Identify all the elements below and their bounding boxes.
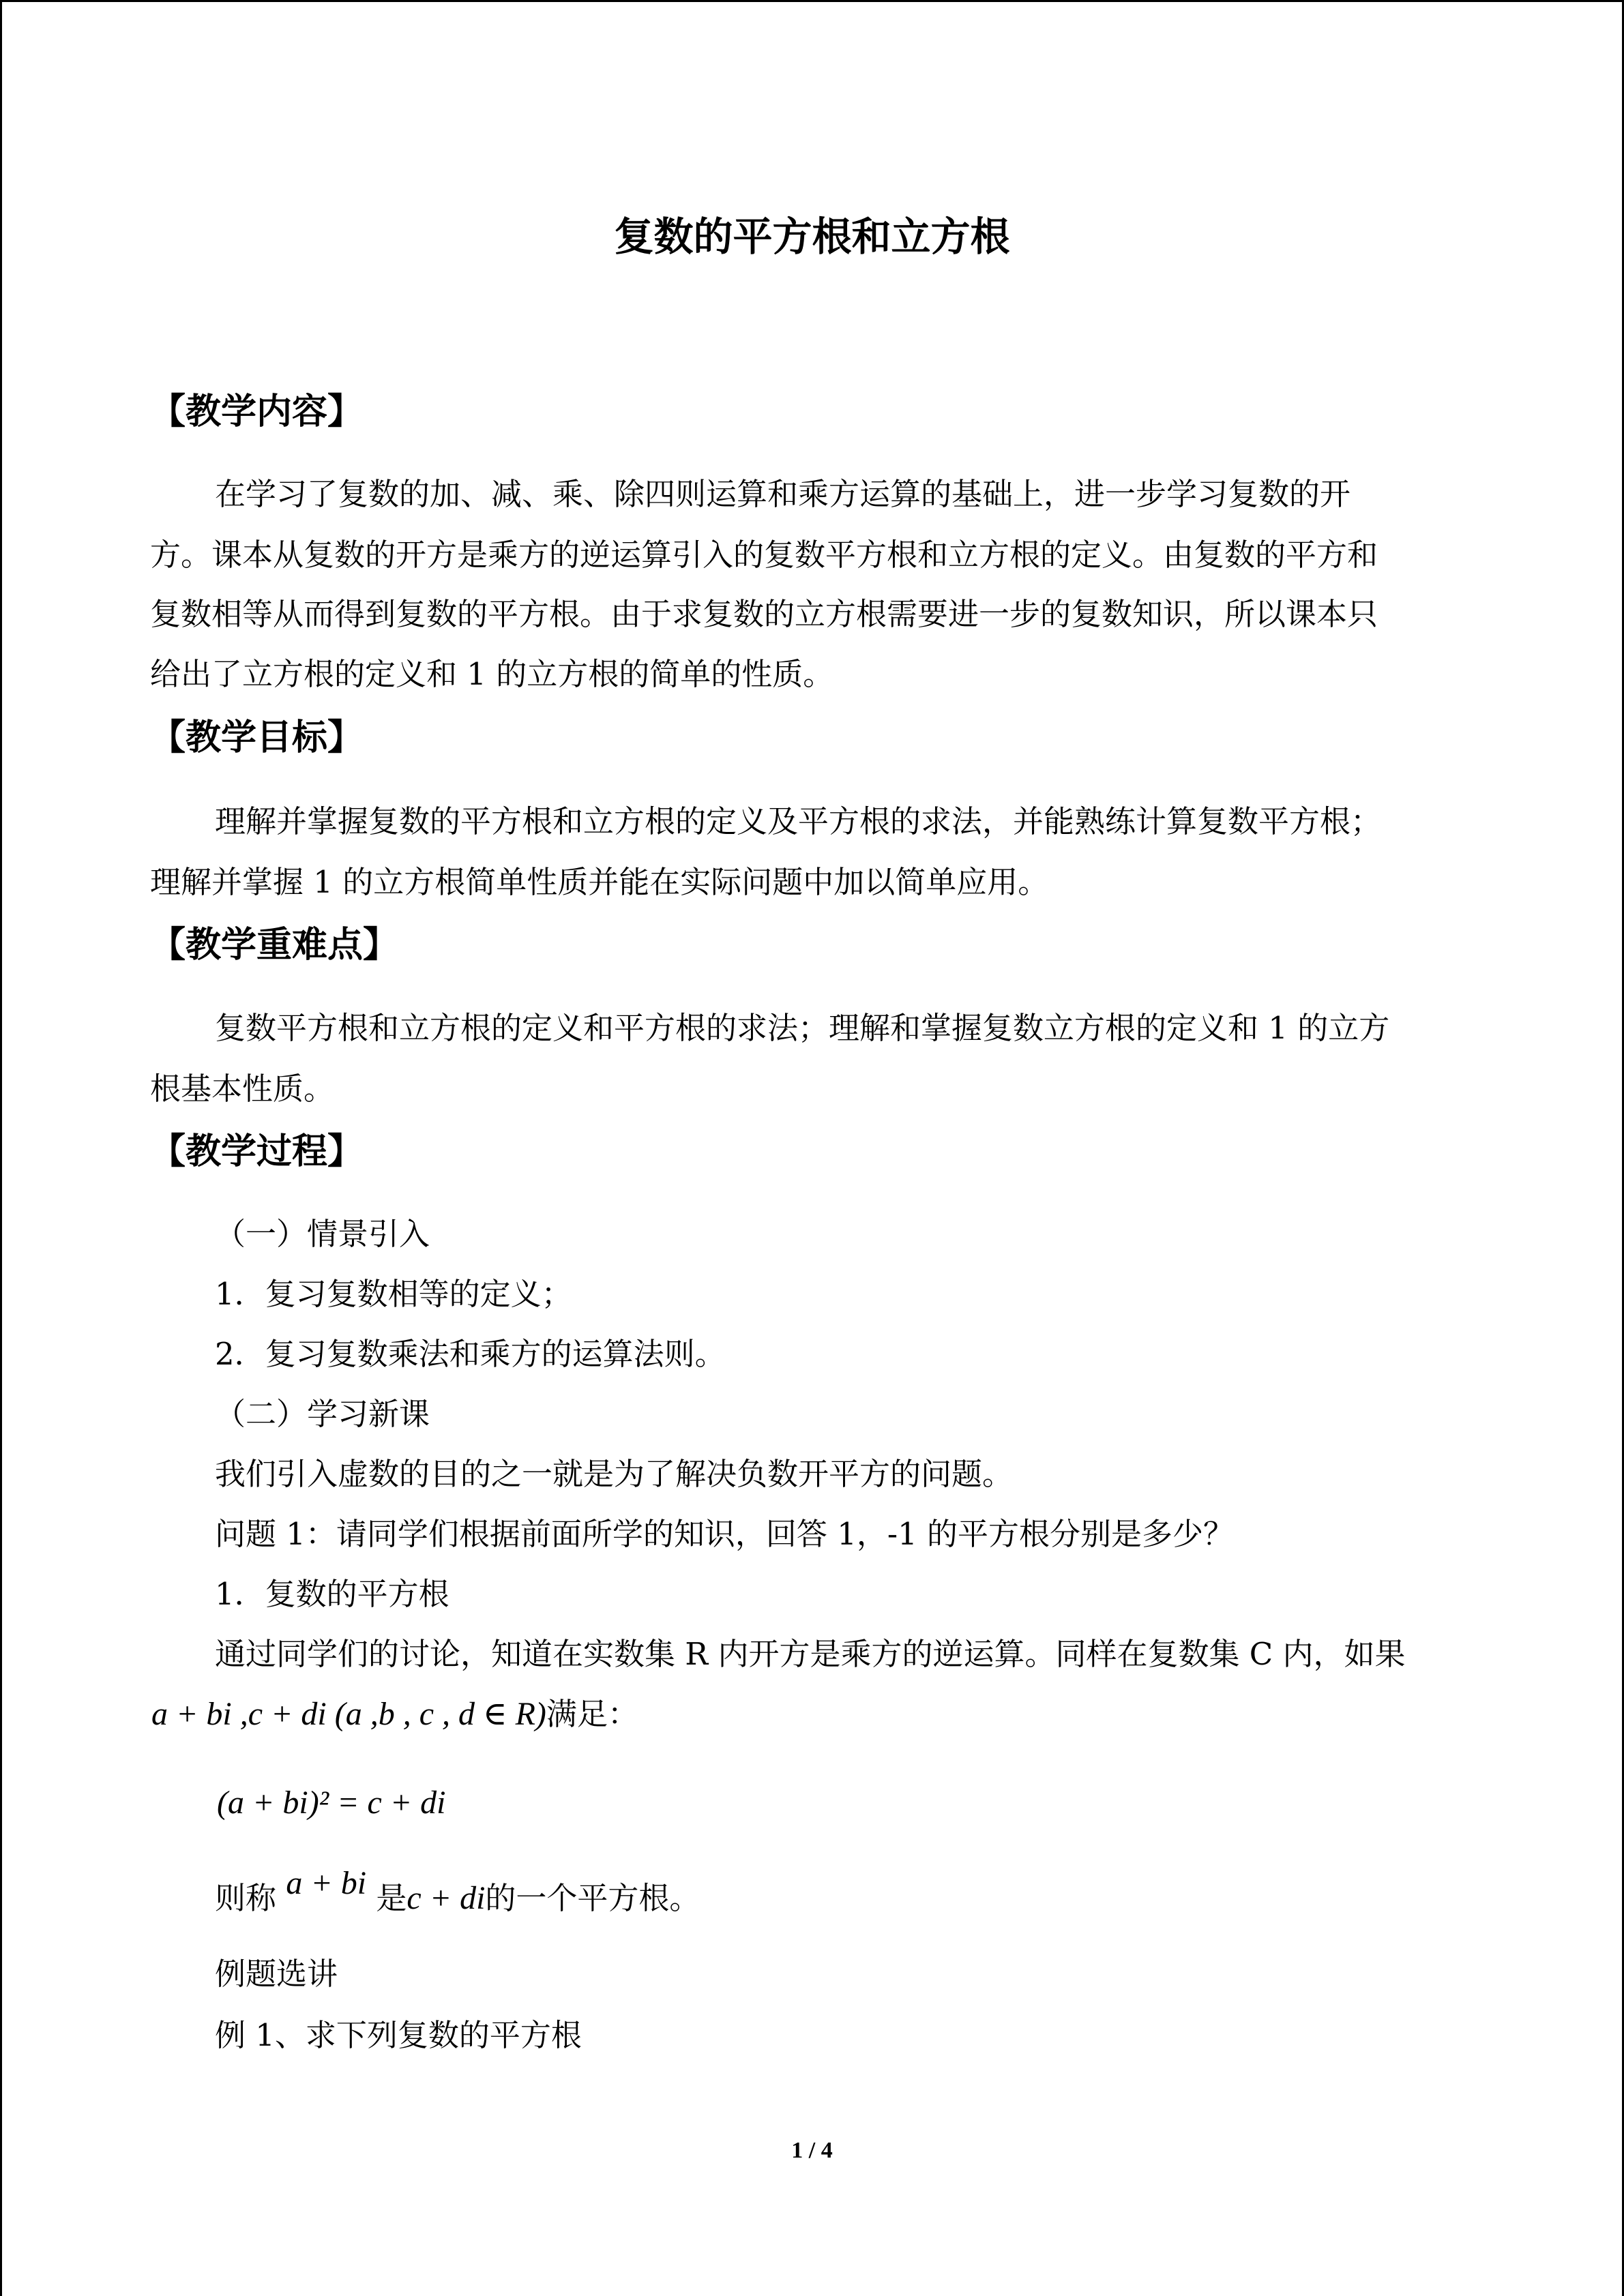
definition-line: [215, 1865, 700, 1916]
process-line-7: 1．复数的平方根: [215, 1576, 449, 1612]
process-line-6: 问题 1：请同学们根据前面所学的知识，回答 1，-1 的平方根分别是多少？: [215, 1516, 1235, 1552]
example-1: 例 1、求下列复数的平方根: [215, 2017, 582, 2053]
content-line-2: 方。课本从复数的开方是乘方的逆运算引入的复数平方根和立方根的定义。由复数的平方和: [150, 537, 1378, 573]
definition-prefix: 则称: [215, 1880, 277, 1916]
equation-line: [217, 1787, 446, 1819]
section-heading-process: 【教学过程】: [150, 1131, 364, 1172]
process-line-5: 我们引入虚数的目的之一就是为了解决负数开平方的问题。: [215, 1456, 1014, 1492]
definition-expr-1: a + bi: [286, 1865, 367, 1901]
definition-mid: 是: [376, 1880, 407, 1916]
definition-suffix: 的一个平方根。: [485, 1880, 700, 1916]
goal-line-2: 理解并掌握 1 的立方根简单性质并能在实际问题中加以简单应用。: [150, 864, 1049, 900]
content-line-1: 在学习了复数的加、减、乘、除四则运算和乘方运算的基础上，进一步学习复数的开: [215, 476, 1351, 512]
key-line-2: 根基本性质。: [150, 1071, 335, 1107]
goal-line-1: 理解并掌握复数的平方根和立方根的定义及平方根的求法，并能熟练计算复数平方根；: [215, 803, 1382, 839]
section-heading-goal: 【教学目标】: [150, 717, 364, 758]
content-line-4: 给出了立方根的定义和 1 的立方根的简单的性质。: [150, 656, 834, 692]
process-line-8: 通过同学们的讨论，知道在实数集 R 内开方是乘方的逆运算。同样在复数集 C 内，如果: [215, 1636, 1406, 1672]
process-line-3: 2．复习复数乘法和乘方的运算法则。: [215, 1336, 726, 1372]
key-line-1: 复数平方根和立方根的定义和平方根的求法；理解和掌握复数立方根的定义和 1 的立方: [215, 1010, 1390, 1046]
math-condition-text: 满足：: [546, 1696, 638, 1732]
examples-label: 例题选讲: [215, 1956, 338, 1992]
definition-expr-2: c + di: [407, 1880, 486, 1916]
page-number: 1 / 4: [791, 2138, 833, 2163]
process-line-2: 1．复习复数相等的定义；: [215, 1276, 572, 1312]
process-line-4: （二）学习新课: [215, 1396, 430, 1432]
page-title: 复数的平方根和立方根: [614, 213, 1010, 260]
section-heading-content: 【教学内容】: [150, 391, 364, 432]
content-line-3: 复数相等从而得到复数的平方根。由于求复数的立方根需要进一步的复数知识，所以课本只: [150, 596, 1378, 632]
section-heading-key: 【教学重难点】: [150, 925, 399, 966]
square-root-equation: (a + bi)² = c + di: [217, 1785, 446, 1821]
math-condition-line: [151, 1698, 638, 1731]
math-condition-expr: a + bi ,c + di (a ,b , c , d ∈ R): [151, 1696, 546, 1732]
process-line-1: （一）情景引入: [215, 1216, 430, 1252]
